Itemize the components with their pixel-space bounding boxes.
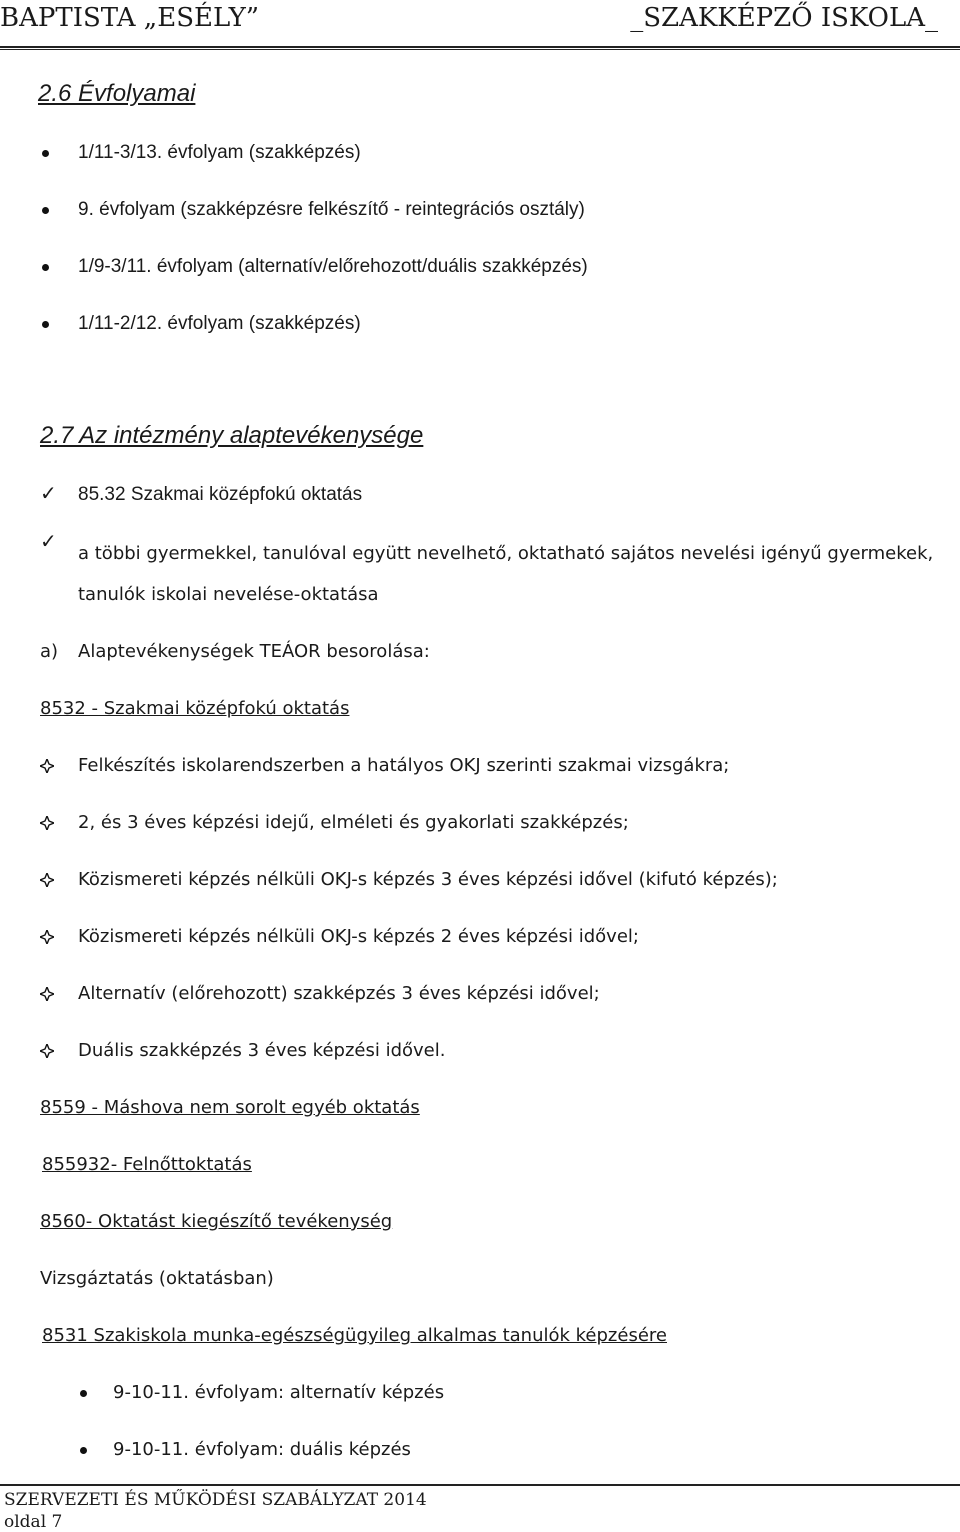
check-item-1: 85.32 Szakmai középfokú oktatás (78, 484, 363, 505)
header-school-name: BAPTISTA „ESÉLY” (0, 3, 260, 33)
diamond-bullet-icon (40, 759, 54, 773)
footer-divider (0, 1484, 960, 1486)
section-2-6-heading: 2.6 Évfolyamai (38, 80, 196, 107)
diamond-bullet-icon (40, 873, 54, 887)
bullet-icon (42, 321, 49, 328)
code-8560: 8560- Oktatást kiegészítő tevékenység (40, 1211, 393, 1232)
footer-page-number: oldal 7 (4, 1512, 63, 1532)
diamond-bullet-icon (40, 1044, 54, 1058)
checkmark-icon: ✓ (40, 481, 57, 505)
diamond-item-4: Közismereti képzés nélküli OKJ-s képzés 2 éves képzési idővel; (78, 926, 639, 947)
diamond-bullet-icon (40, 987, 54, 1001)
header-divider (0, 49, 960, 50)
list-marker-a: a) (40, 641, 59, 662)
check-item-2: a többi gyermekkel, tanulóval együtt nevelhető, oktatható sajátos nevelési igényű gyermekek, (78, 543, 934, 564)
bullet-icon (80, 1390, 87, 1397)
evfolyam-item-2: 9. évfolyam (szakképzésre felkészítő - reintegrációs osztály) (78, 199, 585, 220)
diamond-item-3: Közismereti képzés nélküli OKJ-s képzés 3 éves képzési idővel (kifutó képzés); (78, 869, 778, 890)
evfolyam-item-4: 1/11-2/12. évfolyam (szakképzés) (78, 313, 361, 334)
checkmark-icon: ✓ (40, 529, 57, 553)
bullet-icon (80, 1447, 87, 1454)
bullet-icon (42, 264, 49, 271)
header-school-type: _SZAKKÉPZŐ ISKOLA_ (630, 3, 938, 33)
code-8532: 8532 - Szakmai középfokú oktatás (40, 698, 350, 719)
diamond-item-6: Duális szakképzés 3 éves képzési idővel. (78, 1040, 446, 1061)
sub-item-1: 9-10-11. évfolyam: alternatív képzés (113, 1382, 445, 1403)
sub-item-2: 9-10-11. évfolyam: duális képzés (113, 1439, 411, 1460)
evfolyam-item-1: 1/11-3/13. évfolyam (szakképzés) (78, 142, 361, 163)
diamond-bullet-icon (40, 930, 54, 944)
diamond-bullet-icon (40, 816, 54, 830)
teaor-label: Alaptevékenységek TEÁOR besorolása: (78, 641, 430, 662)
diamond-item-5: Alternatív (előrehozott) szakképzés 3 éves képzési idővel; (78, 983, 600, 1004)
code-8531: 8531 Szakiskola munka-egészségügyileg alkalmas tanulók képzésére (42, 1325, 667, 1346)
diamond-item-1: Felkészítés iskolarendszerben a hatályos OKJ szerinti szakmai vizsgákra; (78, 755, 730, 776)
evfolyam-item-3: 1/9-3/11. évfolyam (alternatív/előrehozott/duális szakképzés) (78, 256, 588, 277)
check-item-2-continuation: tanulók iskolai nevelése-oktatása (78, 584, 379, 605)
footer-document-title: SZERVEZETI ÉS MŰKÖDÉSI SZABÁLYZAT 2014 (4, 1490, 427, 1510)
diamond-item-2: 2, és 3 éves képzési idejű, elméleti és gyakorlati szakképzés; (78, 812, 629, 833)
bullet-icon (42, 150, 49, 157)
section-2-7-heading: 2.7 Az intézmény alaptevékenysége (40, 422, 424, 449)
page-header (0, 0, 960, 48)
code-8559: 8559 - Máshova nem sorolt egyéb oktatás (40, 1097, 420, 1118)
vizsgaztatas-text: Vizsgáztatás (oktatásban) (40, 1268, 274, 1289)
code-855932: 855932- Felnőttoktatás (42, 1154, 252, 1175)
bullet-icon (42, 207, 49, 214)
